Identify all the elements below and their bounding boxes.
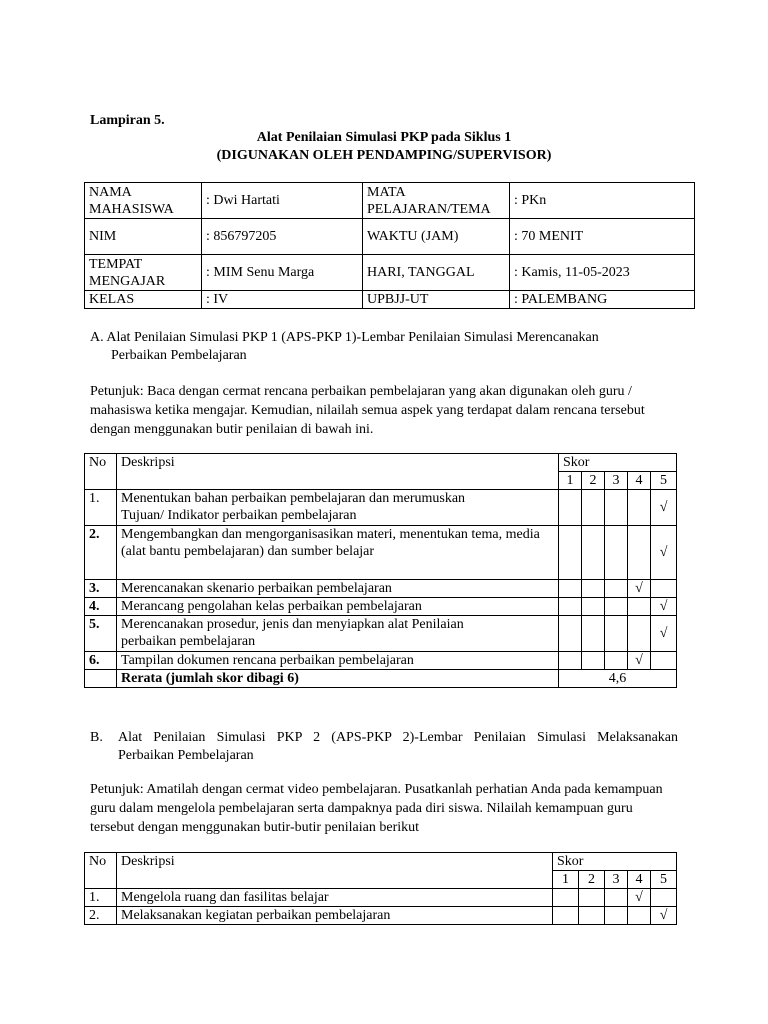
row-number: 2.	[85, 526, 117, 580]
score-label: 1	[553, 871, 579, 889]
score-label: 3	[605, 472, 628, 490]
section-a-instruction: Petunjuk: Baca dengan cermat rencana perbaikan pembelajaran yang akan digunakan oleh guru / mahasiswa ketika mengajar. Kemudian, nilailah semua aspek yang terdapat dalam rencana tersebut dengan menggunakan butir penilaian di bawah ini.	[90, 384, 645, 437]
score-cell	[559, 580, 582, 598]
section-a-heading-cont: Perbaikan Pembelajaran	[111, 348, 247, 363]
row-description	[117, 580, 559, 598]
section-b-rows	[85, 889, 677, 925]
score-cell	[651, 907, 677, 925]
description-line: Tampilan dokumen rencana perbaikan pembelajaran	[121, 653, 414, 668]
score-cell	[651, 580, 677, 598]
score-cell	[628, 580, 651, 598]
score-label: 2	[582, 472, 605, 490]
score-cell	[579, 889, 605, 907]
description-line: Mengembangkan dan mengorganisasikan materi, menentukan tema, media	[121, 527, 540, 542]
checkmark: √	[659, 545, 668, 560]
row-description	[117, 616, 559, 652]
info-label: UPBJJ-UT	[363, 291, 510, 309]
score-label: 3	[605, 871, 628, 889]
score-cell	[651, 598, 677, 616]
score-cell	[628, 652, 651, 670]
score-cell	[605, 616, 628, 652]
info-label: MATA PELAJARAN/TEMA	[363, 183, 510, 219]
score-cell	[651, 526, 677, 580]
score-label: 1	[559, 472, 582, 490]
description-line: Tujuan/ Indikator perbaikan pembelajaran	[121, 508, 357, 523]
description-line: (alat bantu pembelajaran) dan sumber belajar	[121, 544, 375, 559]
info-value: : MIM Senu Marga	[202, 255, 363, 291]
info-label: WAKTU (JAM)	[363, 219, 510, 255]
description-line: Menentukan bahan perbaikan pembelajaran dan merumuskan	[121, 491, 466, 506]
score-cell	[605, 889, 628, 907]
info-row	[85, 219, 695, 255]
checkmark: √	[659, 626, 668, 641]
score-cell	[559, 652, 582, 670]
info-row	[85, 183, 695, 219]
description-line: Merencanakan prosedur, jenis dan menyiapkan alat Penilaian	[121, 617, 464, 632]
description-line: Merancang pengolahan kelas perbaikan pembelajaran	[121, 599, 422, 614]
section-a-rows	[85, 490, 677, 670]
checkmark: √	[659, 599, 668, 614]
document-title: Alat Penilaian Simulasi PKP pada Siklus 1	[256, 130, 512, 145]
row-number: 6.	[85, 652, 117, 670]
table-row	[85, 907, 677, 925]
row-number: 5.	[85, 616, 117, 652]
table-row	[85, 598, 677, 616]
section-a-score-table	[84, 453, 677, 688]
appendix-label: Lampiran 5.	[90, 113, 165, 128]
section-b-letter: B.	[90, 730, 103, 745]
checkmark: √	[635, 653, 643, 668]
row-description	[117, 598, 559, 616]
score-cell	[579, 907, 605, 925]
score-cell	[559, 490, 582, 526]
info-value: : Dwi Hartati	[202, 183, 363, 219]
table-row	[85, 526, 677, 580]
score-label: 4	[628, 871, 651, 889]
info-label: HARI, TANGGAL	[363, 255, 510, 291]
row-number: 4.	[85, 598, 117, 616]
row-description: Mengelola ruang dan fasilitas belajar	[117, 889, 553, 907]
score-cell	[605, 580, 628, 598]
table-row	[85, 652, 677, 670]
row-description	[117, 652, 559, 670]
section-b-heading: Alat Penilaian Simulasi PKP 2 (APS-PKP 2)-Lembar Penilaian Simulasi Melaksanakan	[118, 730, 678, 745]
info-value: : IV	[202, 291, 363, 309]
row-number: 1.	[85, 490, 117, 526]
score-cell	[651, 490, 677, 526]
score-cell	[582, 490, 605, 526]
info-row	[85, 255, 695, 291]
section-b-score-table	[84, 852, 677, 925]
info-value: : Kamis, 11-05-2023	[510, 255, 695, 291]
table-header-row	[85, 454, 677, 472]
score-cell	[628, 598, 651, 616]
table-row	[85, 889, 677, 907]
score-label: 2	[579, 871, 605, 889]
score-cell	[605, 907, 628, 925]
score-cell	[651, 889, 677, 907]
description-line: Merencanakan skenario perbaikan pembelajaran	[121, 581, 392, 596]
table-row	[85, 580, 677, 598]
score-cell	[628, 490, 651, 526]
score-cell	[559, 598, 582, 616]
info-value: : 70 MENIT	[510, 219, 695, 255]
col-desc-header: Deskripsi	[117, 454, 559, 490]
score-label: 5	[651, 871, 677, 889]
info-label: NAMA MAHASISWA	[85, 183, 202, 219]
student-info-table	[84, 182, 695, 309]
row-number: 2.	[85, 907, 117, 925]
info-row	[85, 291, 695, 309]
score-label: 4	[628, 472, 651, 490]
row-description	[117, 490, 559, 526]
score-cell	[582, 598, 605, 616]
col-no-header: No	[85, 454, 117, 490]
score-cell	[559, 526, 582, 580]
score-cell	[582, 616, 605, 652]
score-cell	[582, 580, 605, 598]
checkmark: √	[659, 500, 668, 515]
section-b-instruction: Petunjuk: Amatilah dengan cermat video pembelajaran. Pusatkanlah perhatian Anda pada kemampuan guru dalam mengelola pembelajaran serta dampaknya pada diri siswa. Nilailah kemampuan guru tersebut dengan menggunakan butir-butir penilaian berikut	[90, 782, 663, 835]
row-description: Melaksanakan kegiatan perbaikan pembelajaran	[117, 907, 553, 925]
description-line: perbaikan pembelajaran	[121, 634, 256, 649]
score-cell	[651, 652, 677, 670]
col-score-header: Skor	[559, 454, 677, 472]
checkmark: √	[659, 908, 668, 923]
average-row	[85, 670, 677, 688]
table-row	[85, 490, 677, 526]
score-cell	[628, 889, 651, 907]
score-cell	[605, 526, 628, 580]
average-value: 4,6	[559, 670, 677, 688]
document-subtitle: (DIGUNAKAN OLEH PENDAMPING/SUPERVISOR)	[216, 148, 552, 163]
score-cell	[559, 616, 582, 652]
score-cell	[605, 652, 628, 670]
score-cell	[605, 598, 628, 616]
score-cell	[628, 907, 651, 925]
row-number: 3.	[85, 580, 117, 598]
row-number: 1.	[85, 889, 117, 907]
info-value: : PALEMBANG	[510, 291, 695, 309]
score-cell	[605, 490, 628, 526]
table-row	[85, 616, 677, 652]
score-cell	[582, 526, 605, 580]
score-label: 5	[651, 472, 677, 490]
col-desc-header: Deskripsi	[117, 853, 553, 889]
table-header-row	[85, 853, 677, 871]
score-cell	[628, 616, 651, 652]
score-cell	[628, 526, 651, 580]
row-description	[117, 526, 559, 580]
average-label: Rerata (jumlah skor dibagi 6)	[117, 670, 559, 688]
score-cell	[553, 907, 579, 925]
col-score-header: Skor	[553, 853, 677, 871]
info-value: : PKn	[510, 183, 695, 219]
section-b-heading-cont: Perbaikan Pembelajaran	[118, 748, 254, 763]
section-a-heading: A. Alat Penilaian Simulasi PKP 1 (APS-PKP 1)-Lembar Penilaian Simulasi Merencanakan	[90, 330, 599, 345]
score-cell	[582, 652, 605, 670]
info-value: : 856797205	[202, 219, 363, 255]
col-no-header: No	[85, 853, 117, 889]
checkmark: √	[635, 581, 643, 596]
info-label: NIM	[85, 219, 202, 255]
info-label: KELAS	[85, 291, 202, 309]
score-cell	[553, 889, 579, 907]
checkmark: √	[635, 890, 643, 905]
score-cell	[651, 616, 677, 652]
info-label: TEMPAT MENGAJAR	[85, 255, 202, 291]
